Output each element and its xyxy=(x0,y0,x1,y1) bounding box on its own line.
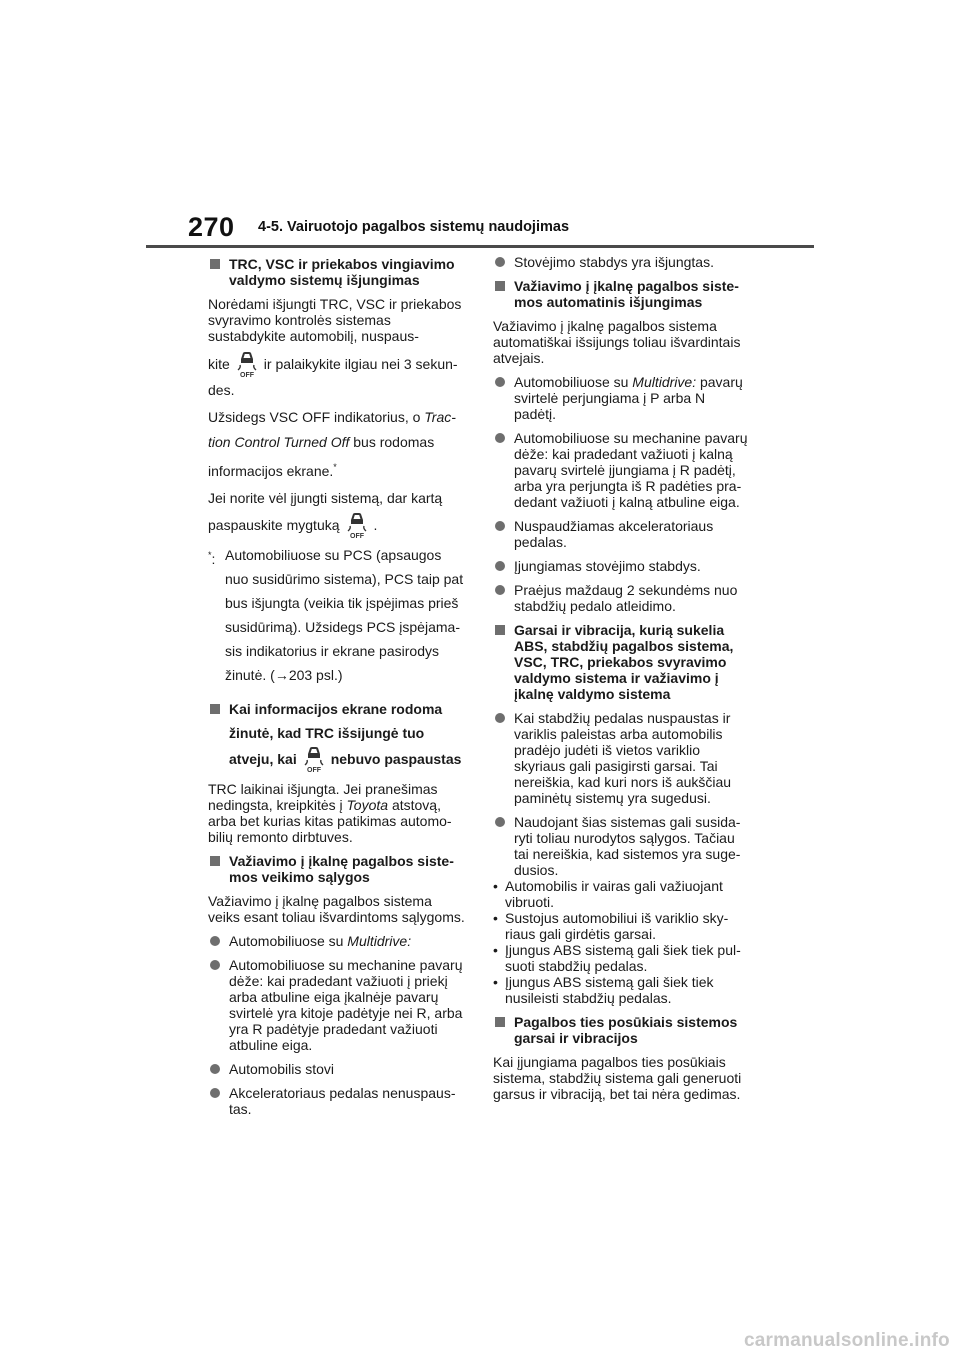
bullet-dot-icon xyxy=(495,433,505,443)
dash-item xyxy=(493,974,751,1006)
bullet-accelerator-pressed xyxy=(493,518,751,550)
text: Automobiliuose su mechanine pavarų dėže: kai pradedant važiuoti į kalną pavarų svirtelė įjungiama į R padėtį, arba yra perjungta iš R padėties pradedant važiuoti į kalną atbuline eiga. xyxy=(514,430,748,510)
bullet-multidrive-shift xyxy=(493,374,751,422)
dash-item xyxy=(493,910,751,942)
vsc-off-button-icon xyxy=(346,511,368,539)
bullet-manual-reverse xyxy=(493,430,751,510)
text: TRC laikinai išjungta. Jei pranešimas nedingsta, kreipkitės į xyxy=(208,781,438,813)
bullet-engine-noise xyxy=(493,710,751,806)
paragraph-reenable xyxy=(208,486,466,539)
icon-off-label: OFF xyxy=(239,372,254,378)
heading-noise-vibration xyxy=(493,622,751,702)
heading-square-icon xyxy=(495,281,505,291)
brand-text: Toyota xyxy=(346,797,389,813)
dash-item xyxy=(493,878,751,910)
bullet-manual xyxy=(208,957,466,1053)
bullet-multidrive xyxy=(208,933,466,949)
bullet-two-seconds xyxy=(493,582,751,614)
footnote-marker: * xyxy=(333,462,337,472)
text: Automobilis stovi xyxy=(229,1061,335,1077)
dash-bullet: • xyxy=(493,910,498,926)
paragraph-auto-off: Važiavimo į įkalnę pagalbos sistema automatiškai išsijungs toliau išvardintais atvejais. xyxy=(493,318,741,366)
bullet-dot-icon xyxy=(495,561,505,571)
text: atstovą, arba bet kurias kitas patikimas automobilių remonto dirbtuves. xyxy=(208,797,452,845)
text: . xyxy=(373,517,378,533)
text-italic: Multidrive: xyxy=(632,374,697,390)
left-column xyxy=(208,254,466,1125)
heading-text: Garsai ir vibracija, kurią sukelia ABS, stabdžių pagalbos sistema, VSC, TRC, priekabos svyravimo valdymo sistema ir važiavimo į įkalnę valdymo sistema xyxy=(514,622,734,702)
dash-list xyxy=(493,878,751,1006)
bullet-dot-icon xyxy=(210,936,220,946)
bullet-dot-icon xyxy=(495,713,505,723)
paragraph-cornering-assist: Kai įjungiama pagalbos ties posūkiais sistema, stabdžių sistema gali generuoti garsus ir vibraciją, bet tai nėra gedimas. xyxy=(493,1054,742,1102)
paragraph-disable-instructions: Norėdami išjungti TRC, VSC ir priekabos svyravimo kontrolės sistemas sustabdykite automobilį, nuspaus- xyxy=(208,296,462,344)
text: Sustojus automobiliui iš variklio skyriaus gali girdėtis garsai. xyxy=(505,910,729,942)
text: ir palaikykite ilgiau nei 3 sekundes. xyxy=(208,356,458,398)
heading-square-icon xyxy=(495,625,505,635)
bullet-dot-icon xyxy=(210,1064,220,1074)
header-rule xyxy=(146,245,814,248)
message-text: Traction Control Turned Off xyxy=(208,409,456,450)
text-italic: Multidrive: xyxy=(347,933,412,949)
bullet-parking-brake-off xyxy=(493,254,751,270)
icon-off-label: OFF xyxy=(306,767,321,773)
bullet-dot-icon xyxy=(495,521,505,531)
text: Įjungiamas stovėjimo stabdys. xyxy=(514,558,701,574)
bullet-dot-icon xyxy=(210,960,220,970)
text: Akceleratoriaus pedalas nenuspaustas. xyxy=(229,1085,456,1117)
bullet-dot-icon xyxy=(210,1088,220,1098)
heading-hill-start-conditions xyxy=(208,853,466,885)
bullet-conditions xyxy=(493,814,751,878)
text: Automobiliuose su xyxy=(514,374,629,390)
heading-text: Važiavimo į įkalnę pagalbos sistemos veikimo sąlygos xyxy=(229,853,454,885)
bullet-parking-brake-on xyxy=(493,558,751,574)
footnote-page-ref: 203 psl.) xyxy=(288,667,343,683)
text: Jei norite vėl įjungti sistemą, dar kartą paspauskite mygtuką xyxy=(208,490,443,533)
right-column xyxy=(493,254,751,1110)
heading-square-icon xyxy=(495,1017,505,1027)
text: kite xyxy=(208,356,230,372)
footnote-colon: : xyxy=(211,551,216,567)
text: pavarų svirtelė perjungiama į P arba N padėtį. xyxy=(514,374,743,422)
bullet-dot-icon xyxy=(495,585,505,595)
text: Įjungus ABS sistemą gali šiek tiek nusileisti stabdžių pedalas. xyxy=(505,974,714,1006)
text: Automobiliuose su mechanine pavarų dėže: kai pradedant važiuoti į priekį arba atbuline eiga įkalnėje pavarų svirtelė yra kitoje padėtyje nei R, arba yra R padėtyje pradedant važiuoti atbuline eiga. xyxy=(229,957,463,1053)
heading-cornering-assist xyxy=(493,1014,751,1046)
bullet-dot-icon xyxy=(495,377,505,387)
paragraph-indicator xyxy=(208,405,466,484)
paragraph-trc-temporary xyxy=(208,781,466,845)
heading-text: Kai informacijos ekrane rodoma žinutė, kad TRC išsijungė tuo atveju, kai xyxy=(229,701,443,767)
page-number: 270 xyxy=(188,212,235,242)
vsc-off-button-icon xyxy=(236,350,258,378)
watermark: carmanualsonline.info xyxy=(744,1330,950,1351)
heading-square-icon xyxy=(210,856,220,866)
dash-bullet: • xyxy=(493,942,498,958)
text: Užsidegs VSC OFF indikatorius, o xyxy=(208,409,421,425)
section-title: 4-5. Vairuotojo pagalbos sistemų naudojimas xyxy=(258,219,570,235)
text: Nuspaudžiamas akceleratoriaus pedalas. xyxy=(514,518,714,550)
paragraph-press-button xyxy=(208,350,466,403)
text: Įjungus ABS sistemą gali šiek tiek pulsuoti stabdžių pedalas. xyxy=(505,942,741,974)
heading-text: TRC, VSC ir priekabos vingiavimo valdymo sistemų išjungimas xyxy=(229,256,455,288)
text: Stovėjimo stabdys yra išjungtas. xyxy=(514,254,714,270)
text: Praėjus maždaug 2 sekundėms nuo stabdžių pedalo atleidimo. xyxy=(514,582,738,614)
icon-off-label: OFF xyxy=(349,533,364,539)
paragraph-hill-start: Važiavimo į įkalnę pagalbos sistema veiks esant toliau išvardintoms sąlygoms. xyxy=(208,893,465,925)
text: bus rodomas informacijos ekrane. xyxy=(208,434,435,479)
footnote-star: * xyxy=(208,550,212,560)
bullet-dot-icon xyxy=(495,257,505,267)
footnote-mark xyxy=(208,543,215,571)
dash-bullet: • xyxy=(493,974,498,990)
heading-trc-vsc-off xyxy=(208,256,466,288)
dash-item xyxy=(493,942,751,974)
bullet-accelerator xyxy=(208,1085,466,1117)
bullet-dot-icon xyxy=(495,817,505,827)
arrow-icon: → xyxy=(274,667,289,683)
bullet-stopped xyxy=(208,1061,466,1077)
heading-trc-message xyxy=(208,697,466,773)
text: Automobiliuose su xyxy=(229,933,344,949)
text: Automobilis ir vairas gali važiuojant vibruoti. xyxy=(505,878,723,910)
vsc-off-button-icon xyxy=(303,745,325,773)
footnote-text: Automobiliuose su PCS (apsaugos nuo susidūrimo sistema), PCS taip pat bus išjungta (veikia tik įspėjimas prieš susidūrimą). Užsidegs PCS įspėjamasis indikatorius ir ekrane pasirodys žinutė. ( xyxy=(225,547,464,683)
heading-hill-start-auto-off xyxy=(493,278,751,310)
heading-text: Pagalbos ties posūkiais sistemos garsai ir vibracijos xyxy=(514,1014,738,1046)
footnote xyxy=(208,543,466,687)
dash-bullet: • xyxy=(493,878,498,894)
text: Naudojant šias sistemas gali susidaryti toliau nurodytos sąlygos. Tačiau tai nereiškia, kad sistemos yra sugedusios. xyxy=(514,814,741,878)
heading-text: nebuvo paspaustas xyxy=(330,751,462,767)
heading-text: Važiavimo į įkalnę pagalbos sistemos automatinis išjungimas xyxy=(514,278,739,310)
heading-square-icon xyxy=(210,704,220,714)
heading-square-icon xyxy=(210,259,220,269)
text: Kai stabdžių pedalas nuspaustas ir variklis paleistas arba automobilis pradėjo judėti iš vietos variklio skyriaus gali pasigirsti garsai. Tai nereiškia, kad kuri nors iš aukščiau paminėtų sistemų yra sugedusi. xyxy=(514,710,732,806)
